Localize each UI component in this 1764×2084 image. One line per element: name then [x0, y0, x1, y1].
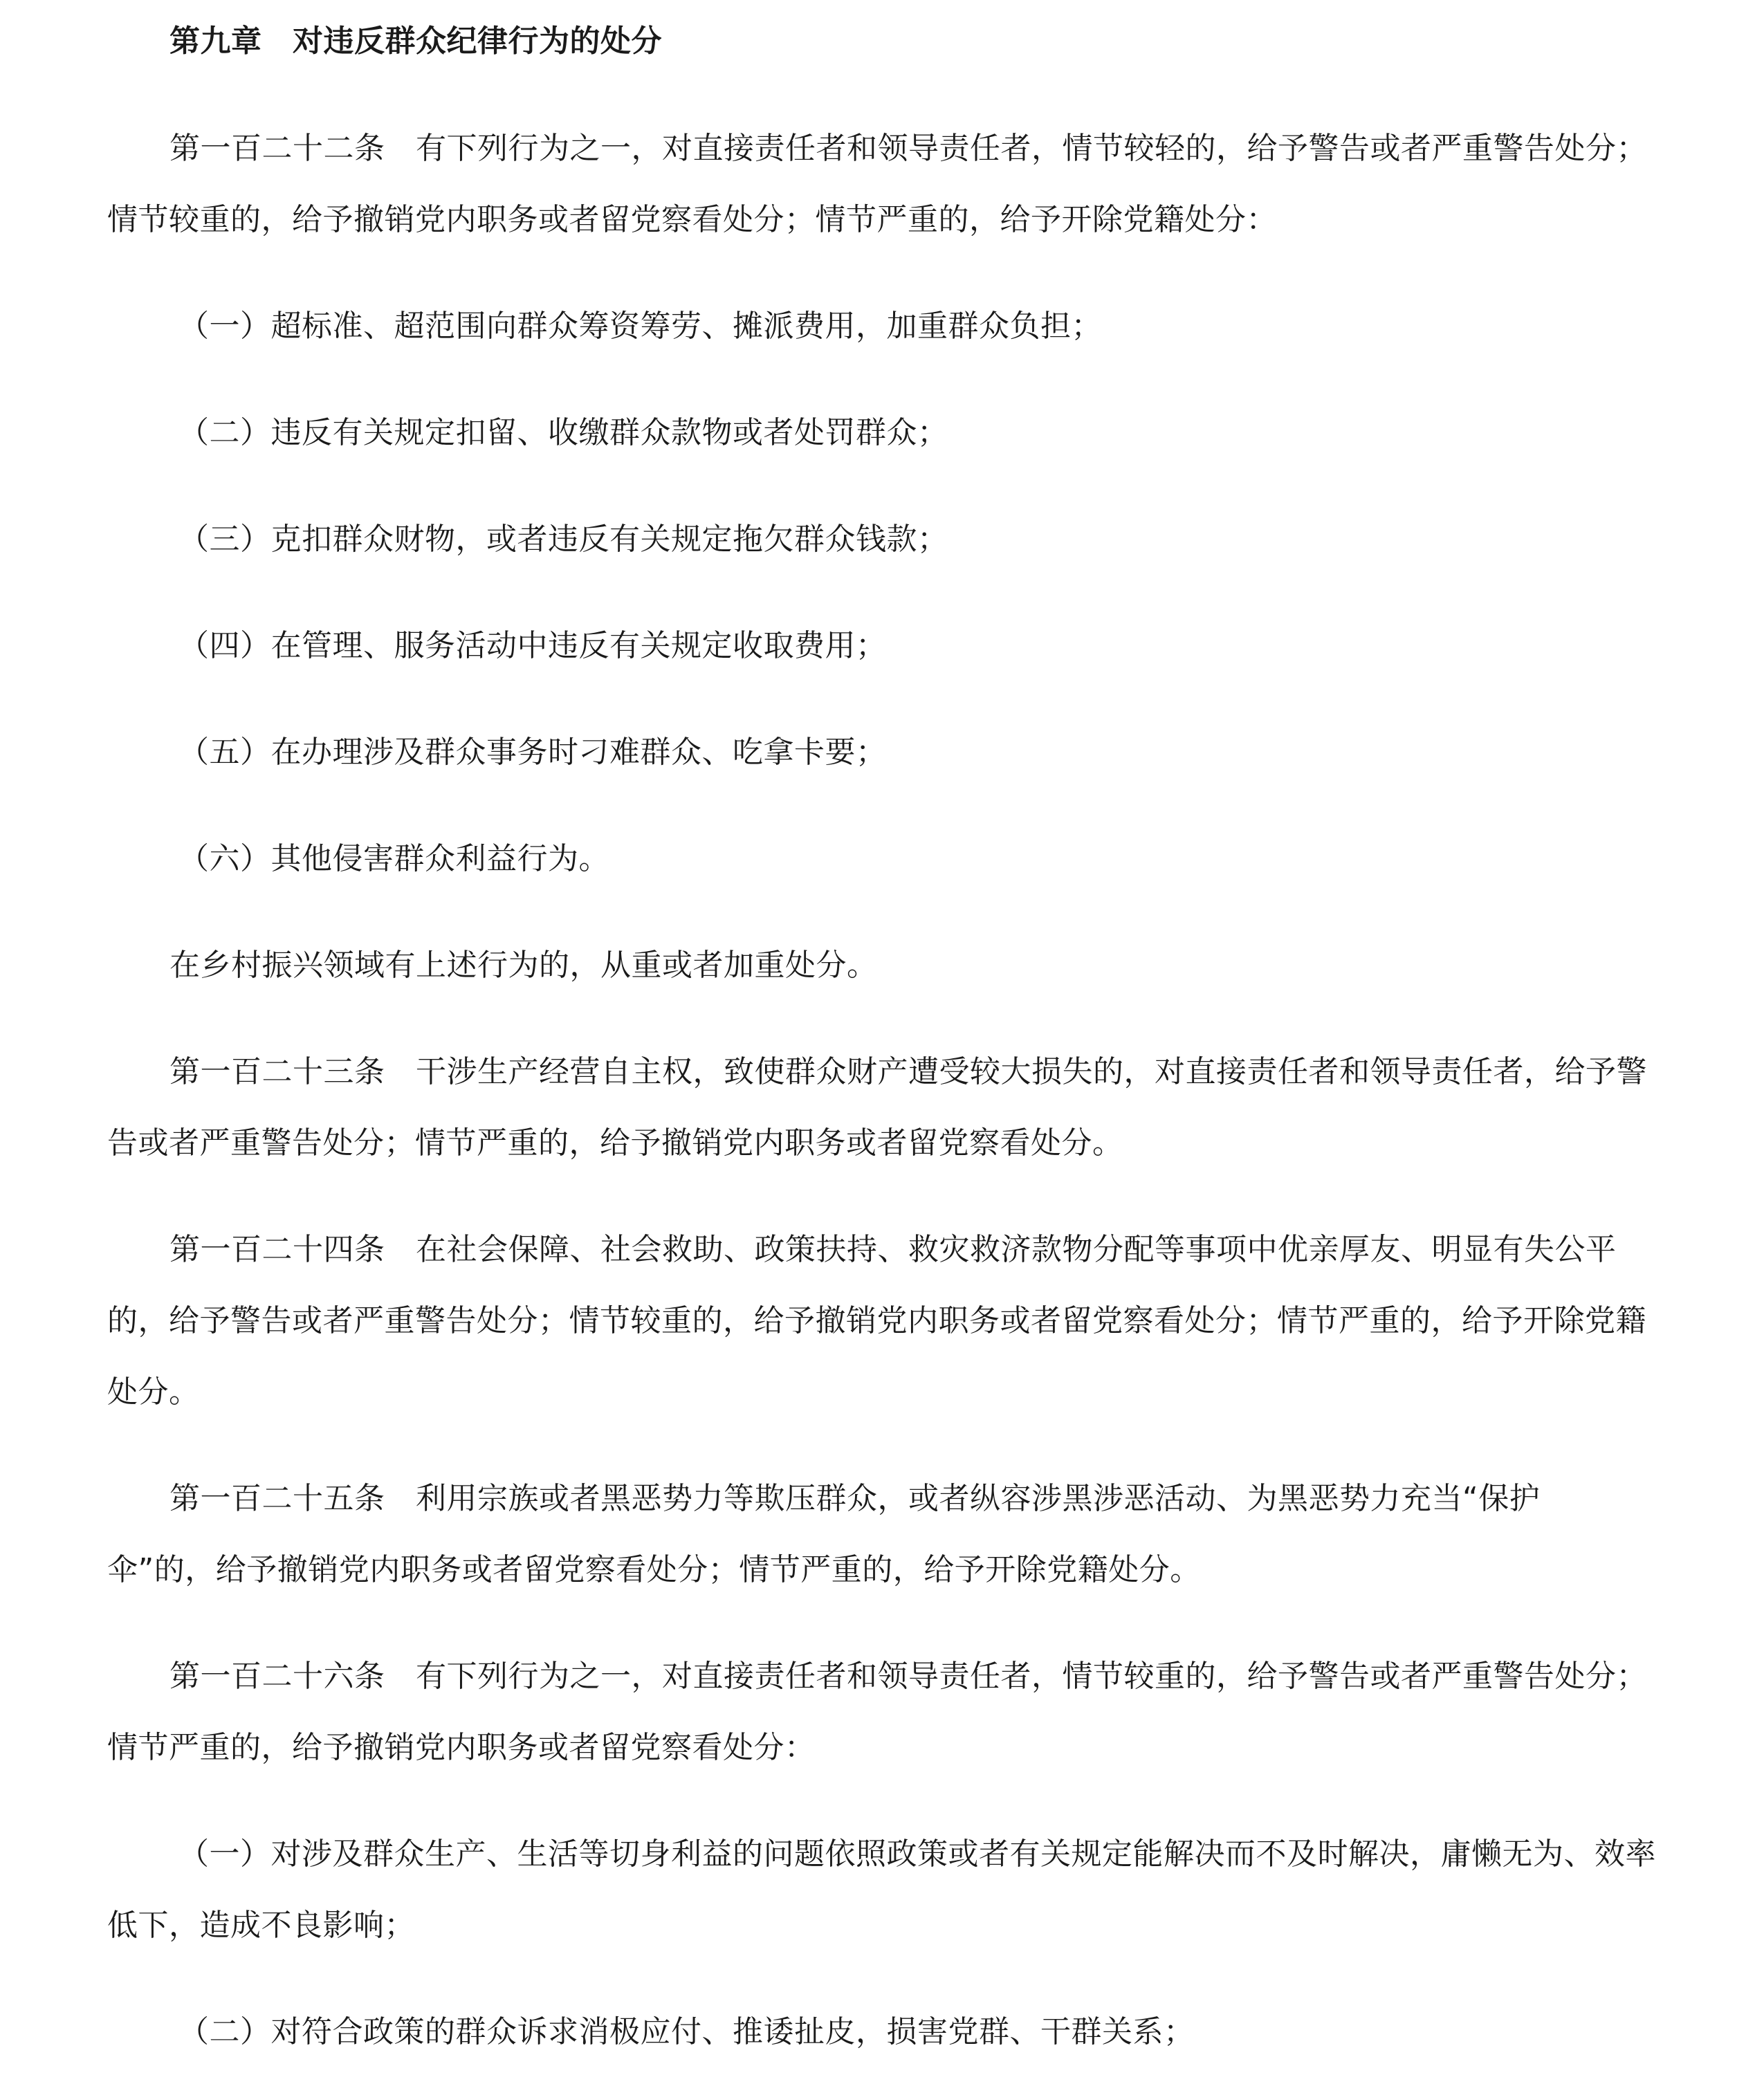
article-122-item-4: （四）在管理、服务活动中违反有关规定收取费用；: [178, 628, 887, 663]
article-124-line-2: 的，给予警告或者严重警告处分；情节较重的，给予撤销党内职务或者留党察看处分；情节严重的，给予开除党籍: [107, 1303, 1646, 1338]
article-123-line-2: 告或者严重警告处分；情节严重的，给予撤销党内职务或者留党察看处分。: [107, 1125, 1123, 1161]
article-124-line-1: 第一百二十四条 在社会保障、社会救助、政策扶持、救灾救济款物分配等事项中优亲厚友、明显有失公平: [169, 1232, 1617, 1267]
article-126-line-1: 第一百二十六条 有下列行为之一，对直接责任者和领导责任者，情节较重的，给予警告或者严重警告处分；: [169, 1659, 1647, 1694]
article-122-item-1: （一）超标准、超范围向群众筹资筹劳、摊派费用，加重群众负担；: [178, 308, 1102, 344]
article-123-line-1: 第一百二十三条 干涉生产经营自主权，致使群众财产遭受较大损失的，对直接责任者和领导责任者，给予警: [169, 1054, 1647, 1089]
article-124-line-3: 处分。: [107, 1374, 200, 1410]
article-122-note: 在乡村振兴领域有上述行为的，从重或者加重处分。: [169, 948, 878, 983]
article-126-item-1-line-2: 低下，造成不良影响；: [107, 1908, 415, 1943]
article-126-item-2: （二）对符合政策的群众诉求消极应付、推诿扯皮，损害党群、干群关系；: [178, 2014, 1195, 2049]
article-125-line-1: 第一百二十五条 利用宗族或者黑恶势力等欺压群众，或者纵容涉黑涉恶活动、为黑恶势力充当“保护: [169, 1481, 1541, 1516]
article-122-item-6: （六）其他侵害群众利益行为。: [178, 841, 609, 876]
article-126-item-1-line-1: （一）对涉及群众生产、生活等切身利益的问题依照政策或者有关规定能解决而不及时解决，庸懒无为、效率: [178, 1836, 1656, 1872]
article-125-line-2: 伞”的，给予撤销党内职务或者留党察看处分；情节严重的，给予开除党籍处分。: [107, 1552, 1201, 1587]
article-122-item-3: （三）克扣群众财物，或者违反有关规定拖欠群众钱款；: [178, 522, 948, 557]
article-122-line-2: 情节较重的，给予撤销党内职务或者留党察看处分；情节严重的，给予开除党籍处分：: [107, 202, 1277, 237]
article-122-line-1: 第一百二十二条 有下列行为之一，对直接责任者和领导责任者，情节较轻的，给予警告或者严重警告处分；: [169, 131, 1647, 166]
article-126-line-2: 情节严重的，给予撤销党内职务或者留党察看处分：: [107, 1730, 816, 1765]
article-122-item-2: （二）违反有关规定扣留、收缴群众款物或者处罚群众；: [178, 415, 948, 450]
article-122-item-5: （五）在办理涉及群众事务时刁难群众、吃拿卡要；: [178, 735, 887, 770]
chapter-title: 第九章 对违反群众纪律行为的处分: [169, 24, 662, 59]
